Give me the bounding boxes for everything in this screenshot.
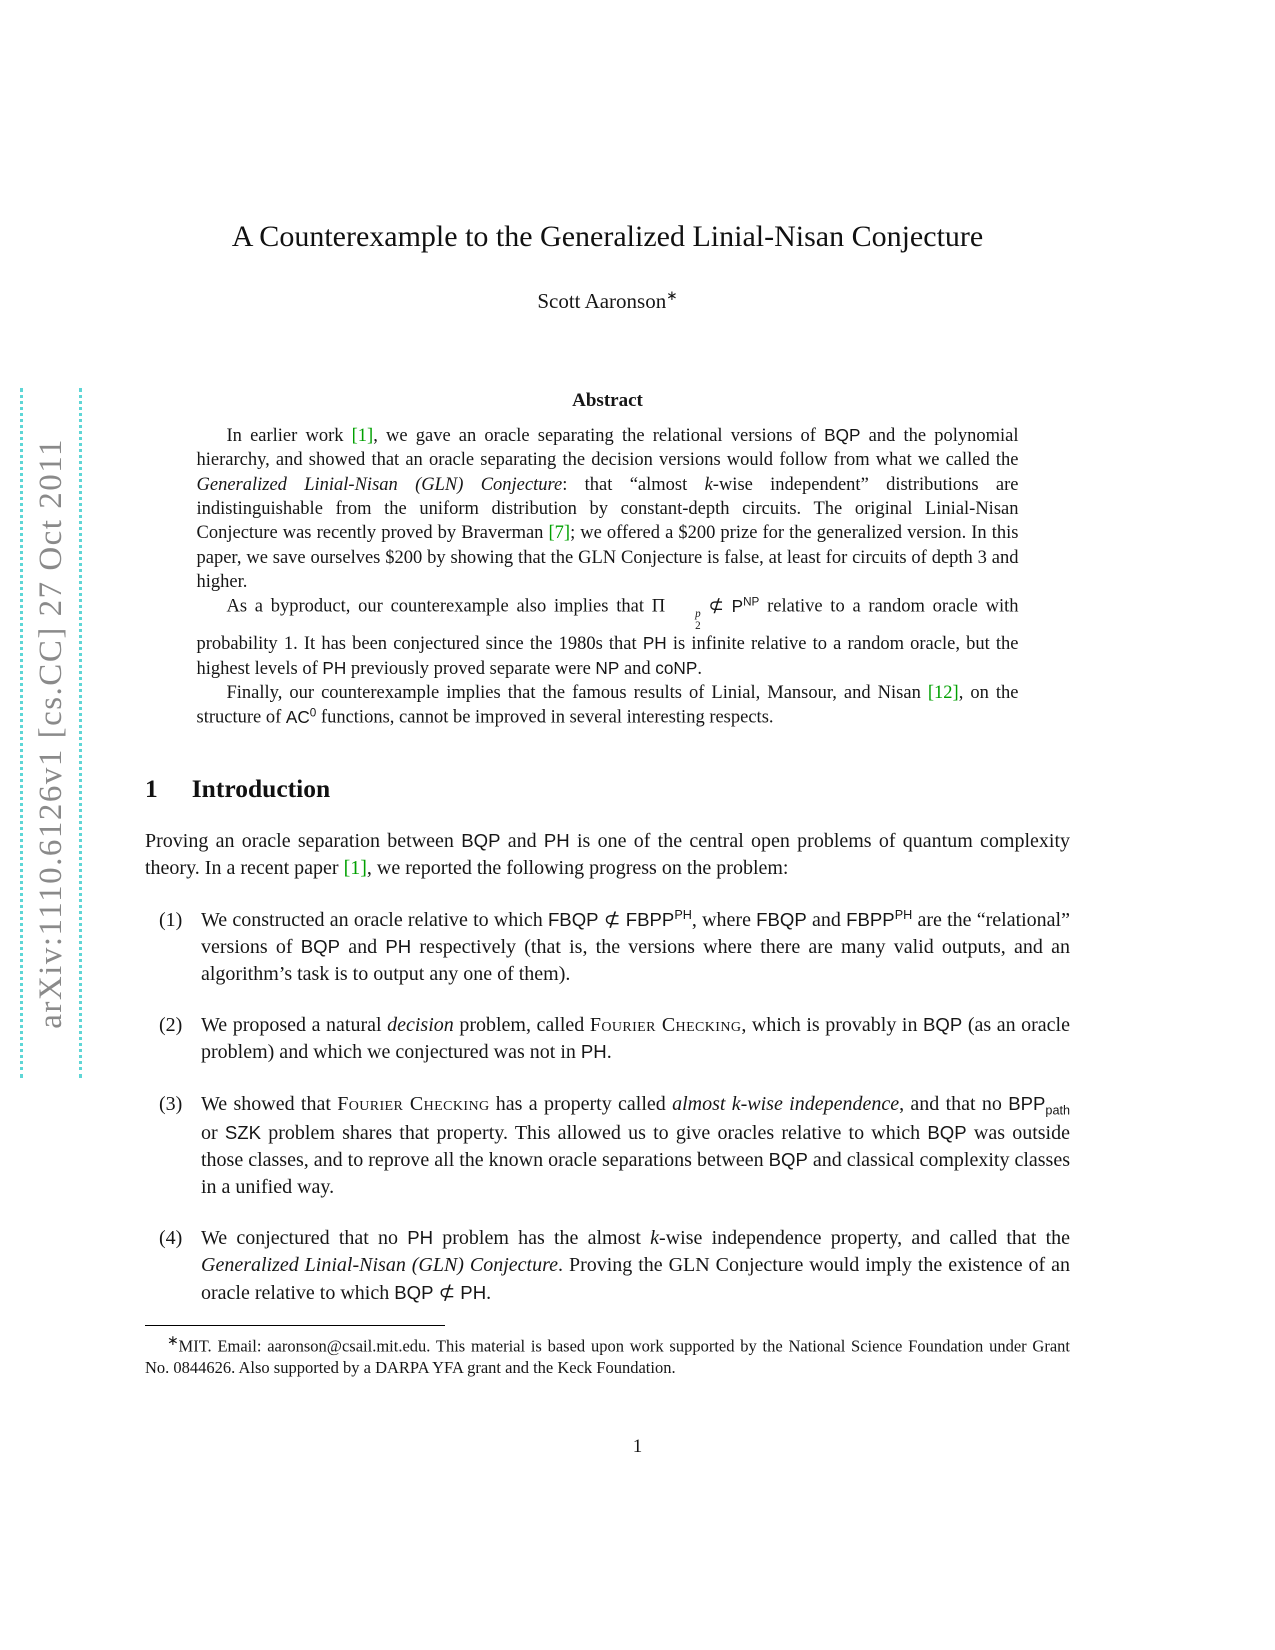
section-number: 1 (145, 774, 158, 804)
section-title: Introduction (191, 774, 331, 804)
abstract-paragraph-1: In earlier work [1], we gave an oracle separating the relational versions of BQP and the polynomial hierarchy, and showed that an oracle separating the decision versions would follow from what we called the Generalized Linial-Nisan (GLN) Conjecture: that “almost k-wise independent” distributions are indistinguishable from the uniform distribution by constant-depth circuits. The original Linial-Nisan Conjecture was recently proved by Braverman [7]; we offered a $200 prize for the generalized version. In this paper, we save ourselves $200 by showing that the GLN Conjecture is false, at least for circuits of depth 3 and higher. (196, 425, 1019, 592)
arxiv-stamp (20, 388, 82, 1078)
citation-7[interactable]: [7] (548, 523, 571, 544)
email-address: aaronson@csail.mit.edu (267, 1336, 427, 1356)
intro-lead-paragraph: Proving an oracle separation between BQP and PH is one of the central open problems of quantum complexity theory. In a recent paper [1], we reported the following progress on the problem: (145, 830, 1071, 880)
footnote-rule (145, 1325, 445, 1326)
citation-1[interactable]: [1] (351, 426, 374, 446)
footnote-text: ∗MIT. Email: aaronson@csail.mit.edu. This material is based upon work supported by the National Science Foundation under Grant No. 0844626. Also supported by a DARPA YFA grant and the Keck Foundation. (145, 1332, 1070, 1378)
list-item-number: (3) (159, 1092, 183, 1115)
author-footnote-mark: ∗ (666, 288, 678, 303)
list-item-text: We proposed a natural decision problem, called Fourier Checking, which is provably in BQP (as an oracle problem) and which we conjectured was not in PH. (201, 1014, 1070, 1064)
author-line (145, 288, 1070, 314)
abstract-paragraph-2: As a byproduct, our counterexample also implies that Π p 2 ⊄ $P^{NP}$ relative to a random oracle with probability 1. It has been conjectured since the 1980s that PH is infinite relative to a random oracle, but the highest levels of PH previously proved separate were NP and coNP. (196, 595, 1019, 679)
paper-content (145, 0, 1070, 1379)
list-item-3 (145, 1091, 1070, 1201)
list-item-text: We constructed an oracle relative to which FBQP ⊄ $FBPP^{PH}$, where FBQP and $FBPP^{PH}$ are the “relational” versions of BQP and PH respectively (that is, the versions where there are many valid outputs, and an algorithm’s task is to output any one of them). (201, 907, 1070, 986)
citation-12[interactable]: [12] (927, 682, 959, 703)
list-item-4 (145, 1225, 1070, 1307)
abstract-heading: Abstract (572, 390, 643, 411)
arxiv-stamp-text: arXiv:1110.6126v1 [cs.CC] 27 Oct 2011 (32, 437, 69, 1029)
citation-1[interactable]: [1] (343, 857, 367, 880)
author-name: Scott Aaronson (537, 289, 667, 313)
list-item-text: We conjectured that no PH problem has the almost k-wise independence property, and called that the Generalized Linial-Nisan (GLN) Conjecture. Proving the GLN Conjecture would imply the existence of an oracle relative to which BQP ⊄ PH. (201, 1227, 1071, 1304)
list-item-2 (145, 1012, 1070, 1066)
list-item-number: (2) (159, 1014, 183, 1037)
list-item-number: (4) (159, 1227, 183, 1250)
list-item-1 (145, 907, 1070, 989)
list-item-text: We showed that Fourier Checking has a property called almost k-wise independence, and that no $BPP_{path}$ or SZK problem shares that property. This allowed us to give oracles relative to which BQP was outside those classes, and to reprove all the known oracle separations between BQP and classical complexity classes in a unified way. (201, 1092, 1070, 1198)
section-heading (145, 774, 1070, 804)
page-number: 1 (632, 1436, 643, 1457)
abstract-block (197, 390, 1019, 730)
paper-title: A Counterexample to the Generalized Linial-Nisan Conjecture (231, 220, 984, 253)
abstract-paragraph-3: Finally, our counterexample implies that the famous results of Linial, Mansour, and Nisan [12], on the structure of $AC^0$ functions, cannot be improved in several interesting respects. (196, 682, 1019, 728)
list-item-number: (1) (159, 908, 183, 931)
